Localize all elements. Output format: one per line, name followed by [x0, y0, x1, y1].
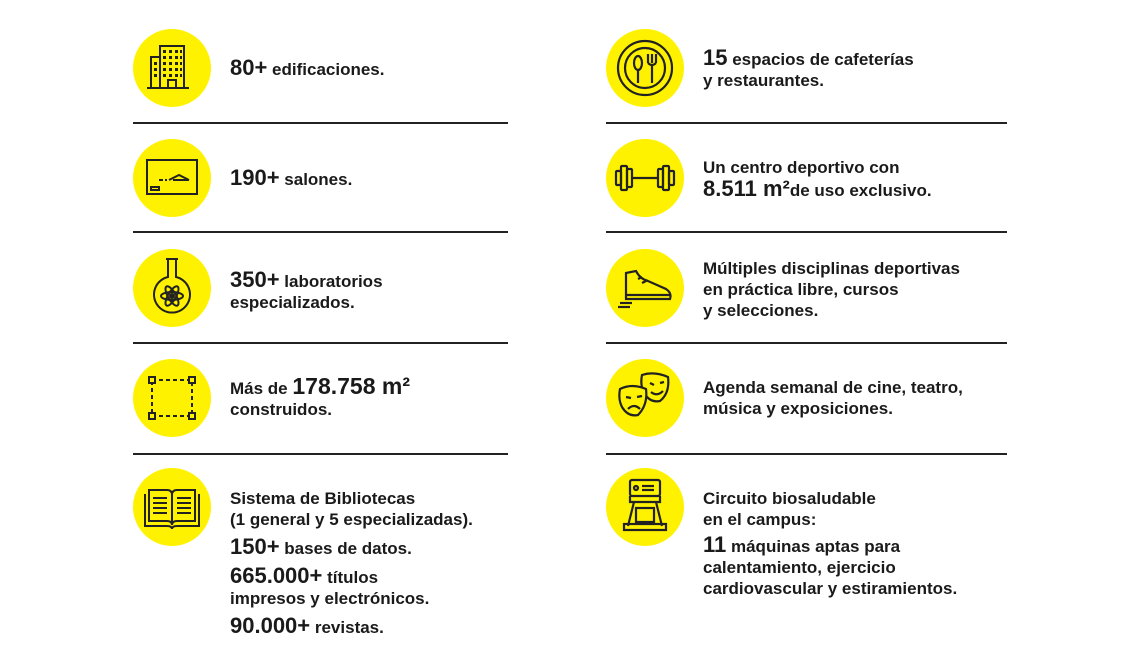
- stat-number: 80+: [230, 55, 268, 80]
- stat-label: salones.: [279, 170, 353, 189]
- stat-label-line2: en el campus:: [703, 510, 817, 529]
- stat-label: de uso exclusivo.: [789, 181, 932, 200]
- stat-text: [230, 167, 352, 190]
- stat-number: 665.000+: [230, 563, 323, 588]
- stat-text: [703, 258, 960, 321]
- stat-text: [703, 488, 957, 599]
- stat-label-line2: construidos.: [230, 400, 333, 419]
- stat-label-line1: Circuito biosaludable: [703, 489, 876, 508]
- lab-flask-atom-icon: [133, 249, 211, 327]
- stat-label-line4: calentamiento, ejercicio: [703, 558, 896, 577]
- stat-label-line1: Agenda semanal de cine, teatro,: [703, 378, 963, 397]
- stat-number: 350+: [230, 267, 280, 292]
- divider: [606, 453, 1007, 455]
- running-shoe-icon: [606, 249, 684, 327]
- divider: [133, 122, 508, 124]
- stat-text: [703, 47, 914, 91]
- stat-prefix: Más de: [230, 379, 293, 398]
- stat-label-line5: cardiovascular y estiramientos.: [703, 579, 958, 598]
- exercise-machine-icon: [606, 468, 684, 546]
- stat-number: 190+: [230, 165, 280, 190]
- stat-number: 150+: [230, 534, 280, 559]
- stat-label: laboratorios: [279, 272, 383, 291]
- stat-number: 90.000+: [230, 613, 311, 638]
- theater-masks-icon: [606, 359, 684, 437]
- plate-cutlery-icon: [606, 29, 684, 107]
- dumbbell-icon: [606, 139, 684, 217]
- stat-label-line1: Un centro deportivo con: [703, 158, 900, 177]
- book-icon: [133, 468, 211, 546]
- area-square-icon: [133, 359, 211, 437]
- stat-number: 11: [703, 532, 727, 557]
- classroom-board-icon: [133, 139, 211, 217]
- stat-number: 178.758 m²: [292, 373, 410, 399]
- stat-text: [230, 269, 383, 313]
- stat-label: máquinas aptas para: [726, 537, 901, 556]
- divider: [606, 231, 1007, 233]
- divider: [606, 342, 1007, 344]
- stat-label: bases de datos.: [279, 539, 412, 558]
- stat-label-line2: especializados.: [230, 293, 355, 312]
- stat-label-line1: Múltiples disciplinas deportivas: [703, 259, 960, 278]
- divider: [133, 453, 508, 455]
- stat-number: 15: [703, 45, 728, 70]
- stat-label: espacios de cafeterías: [727, 50, 914, 69]
- stat-number: 8.511 m²: [703, 176, 790, 201]
- stat-label-line2: (1 general y 5 especializadas).: [230, 510, 473, 529]
- divider: [606, 122, 1007, 124]
- building-icon: [133, 29, 211, 107]
- stat-label-line: impresos y electrónicos.: [230, 589, 430, 608]
- stat-text: [230, 373, 410, 420]
- stat-label: revistas.: [310, 618, 384, 637]
- stat-text: [703, 157, 932, 201]
- stat-label-line3: y selecciones.: [703, 301, 819, 320]
- stat-label: edificaciones.: [267, 60, 385, 79]
- stat-label-line1: Sistema de Bibliotecas: [230, 489, 416, 508]
- stat-label-line2: y restaurantes.: [703, 71, 824, 90]
- divider: [133, 342, 508, 344]
- stat-text: [230, 57, 385, 80]
- stat-label-line2: en práctica libre, cursos: [703, 280, 899, 299]
- stat-text: [230, 488, 473, 638]
- stat-label: títulos: [322, 568, 379, 587]
- stat-label-line2: música y exposiciones.: [703, 399, 893, 418]
- stat-text: [703, 377, 963, 419]
- divider: [133, 231, 508, 233]
